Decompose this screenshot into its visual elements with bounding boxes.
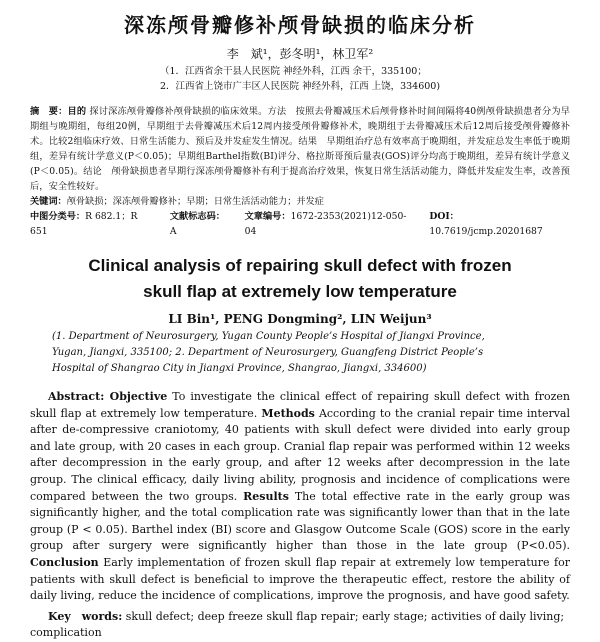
chinese-affiliation-2: 2．江西省上饶市广丰区人民医院 神经外科，江西 上饶，334600) <box>160 81 441 92</box>
chinese-keywords <box>30 194 570 209</box>
english-results-text: The total effective rate in the early group was significantly higher, and the total complication rate was significantly lower than that in the late group (P < 0.05). Barthel index (BI) score and Glasgow Outcome Scale (GOS) score in the early group after surgery were significantly higher than those in the late group (P<0.05). <box>30 489 570 553</box>
chinese-abstract-label: 摘 要：目的 <box>30 106 87 117</box>
english-methods-label: Methods <box>261 406 315 420</box>
english-title <box>30 253 570 305</box>
english-results-label: Results <box>243 489 289 503</box>
english-keywords <box>30 609 570 642</box>
english-methods-text: According to the cranial repair time interval after de-compressive craniotomy, 40 patients with skull defect were divided into early group and late group, with 20 cases in each group. Cranial flap repair was performed within 12 weeks after decompression in the early group, and after 12 weeks after decompression in the late group. The clinical efficacy, daily living ability, prognosis and incidence of complications were compared between the two groups. <box>30 406 571 503</box>
chinese-keywords-label: 关键词： <box>30 196 67 207</box>
clc-value: R 682.1；R 651 <box>30 211 138 237</box>
english-objective-text: To investigate the clinical effect of repairing skull defect with frozen skull flap at extremely low temperature. <box>30 390 570 420</box>
english-conclusion-text: Early implementation of frozen skull flap repair at extremely low temperature for patients with skull defect is beneficial to improve the therapeutic effect, restore the ability of daily living, reduce the incidence of complications, improve the prognosis, and have good safety. <box>30 555 570 603</box>
chinese-affiliation-1: （1．江西省余干县人民医院 神经外科，江西 余干，335100； <box>160 66 427 77</box>
chinese-abstract-text: 探讨深冻颅骨瓣修补颅骨缺损的临床效果。方法 按照去骨瓣减压术后颅骨修补时间间隔将40例颅骨缺损患者分为早期组与晚期组，每组20例，早期组于去骨瓣减压术后12周内接受颅骨瓣修补术，晚期组于去骨瓣减压术后12周后接受颅骨瓣修补术。比较2组临床疗效、日常生活能力、预后及并发症发生情况。结果 早期组治疗总有效率高于晚期组，并发症总发生率低于晚期组，差异有统计学意义(P＜0.05)；早期组Barthel指数(BI)评分、格拉斯哥预后量表(GOS)评分均高于晚期组，差异有统计学意义(P＜0.05)。结论 颅骨缺损患者早期行深冻颅骨瓣修补有利于提高治疗效果，恢复日常生活活动能力，降低并发症发生率，改善预后，安全性较好。 <box>30 106 571 192</box>
english-title-line-1: Clinical analysis of repairing skull defect with frozen <box>88 256 512 275</box>
english-authors: LI Bin¹, PENG Dongming², LIN Weijun³ <box>168 312 432 326</box>
doc-code-label: 文献标志码： <box>169 211 225 222</box>
english-affiliation-1: (1. Department of Neurosurgery, Yugan County People’s Hospital of Jiangxi Province, <box>52 331 485 342</box>
english-conclusion-label: Conclusion <box>30 555 99 569</box>
clc-label: 中图分类号： <box>30 211 86 222</box>
english-affiliation-2: Yugan, Jiangxi, 335100; 2. Department of Neurosurgery, Guangfeng District People’s <box>52 347 484 358</box>
english-affiliation-3: Hospital of Shangrao City in Jiangxi Province, Shangrao, Jiangxi, 334600) <box>52 363 427 374</box>
english-abstract-label: Abstract: Objective <box>48 390 168 403</box>
doi-value: 10.7619/jcmp.20201687 <box>429 226 543 237</box>
english-abstract <box>30 389 570 605</box>
english-title-line-2: skull flap at extremely low temperature <box>143 282 457 301</box>
doc-code-value: A <box>169 226 177 237</box>
article-no-value: 1672-2353(2021)12-050-04 <box>244 211 407 237</box>
article-no-label: 文章编号： <box>244 211 291 222</box>
chinese-title: 深冻颅骨瓣修补颅骨缺损的临床分析 <box>124 13 476 37</box>
chinese-abstract <box>30 104 570 194</box>
chinese-meta-row <box>30 209 570 239</box>
paper-page <box>0 12 600 640</box>
english-keywords-label: Key words: <box>48 609 123 623</box>
chinese-authors: 李 斌¹，彭冬明¹，林卫军² <box>226 47 374 61</box>
chinese-keywords-text: 颅骨缺损；深冻颅骨瓣修补；早期；日常生活活动能力；并发症 <box>66 196 324 207</box>
doi-label: DOI： <box>429 211 459 222</box>
english-keywords-text: skull defect; deep freeze skull flap repair; early stage; activities of daily living; complication <box>30 609 565 640</box>
